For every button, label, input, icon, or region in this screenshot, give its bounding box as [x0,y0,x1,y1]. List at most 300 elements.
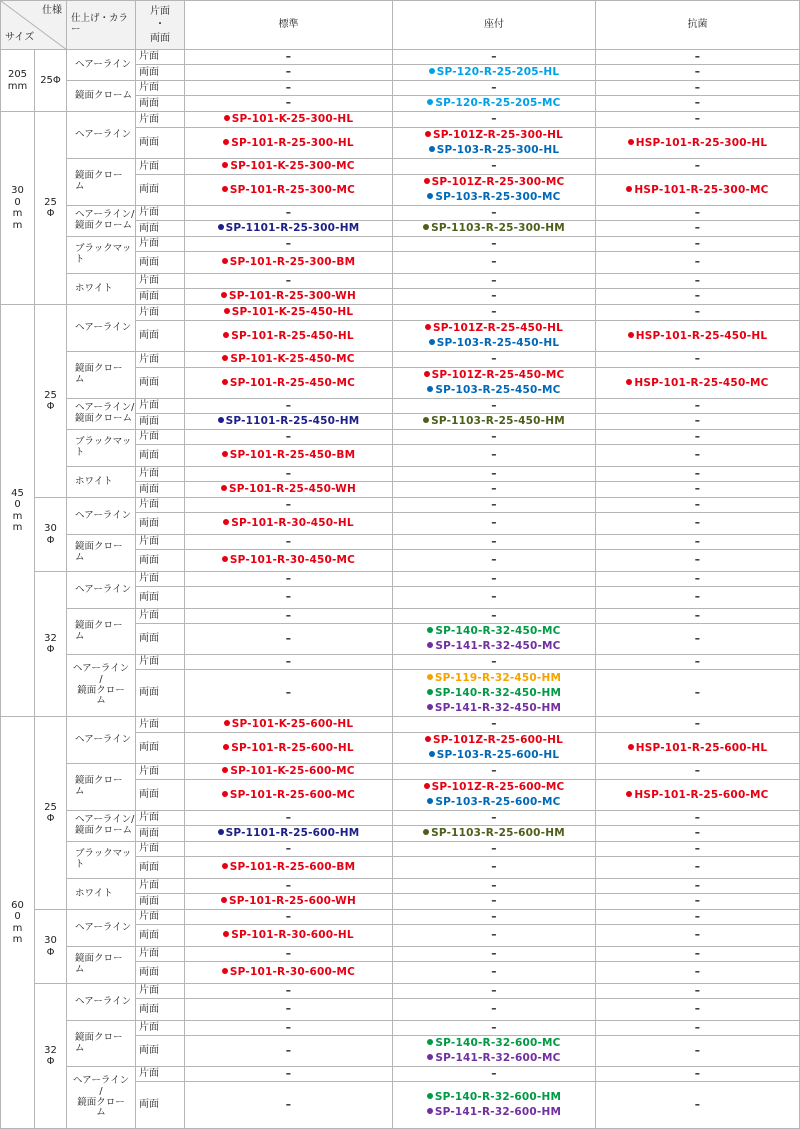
standard-cell [185,65,393,81]
table-row [1,717,800,733]
color-dot [223,519,229,525]
antibacterial-cell [596,321,800,352]
seated-cell [393,252,596,274]
seated-cell [393,811,596,826]
standard-cell [185,50,393,65]
dash-mark: – [694,895,701,908]
dash-mark: – [491,591,497,604]
model-code-text: SP-101Z-R-25-600-HL [432,734,564,746]
header-row [1,1,800,50]
standard-cell [185,305,393,321]
dash-mark: – [694,256,701,269]
dash-mark: – [694,66,701,79]
model-code-text: SP-101-R-25-450-HL [231,329,354,342]
color-dot [222,556,228,562]
finish-cell: ヘアーライン [67,984,136,1021]
antibacterial-cell [596,513,800,535]
dash-mark: – [491,879,497,892]
standard-cell [185,857,393,879]
seated-header: 座付 [393,1,596,50]
type-cell: 片面 [136,498,185,513]
dash-mark: – [491,718,497,731]
finish-cell: 鏡面クロー ム [67,159,136,206]
color-dot [427,627,433,633]
dash-mark: – [491,1003,497,1016]
color-dot [425,131,431,137]
standard-cell [185,826,393,842]
dash-mark: – [285,498,292,511]
table-row [1,430,800,445]
dash-mark: – [285,591,292,604]
color-dot [221,485,227,491]
dash-mark: – [285,1003,292,1016]
dash-mark: – [285,947,292,960]
seated-cell [393,482,596,498]
antibacterial-cell [596,910,800,925]
dash-mark: – [694,765,701,778]
model-code-text: SP-101Z-R-25-600-MC [431,781,565,793]
table-row [1,984,800,999]
model-code-text: SP-103-R-25-300-MC [435,191,561,203]
model-code [393,795,595,810]
table-row [1,305,800,321]
model-code-text: SP-101-K-25-600-HL [231,718,354,730]
type-cell: 片面 [136,572,185,587]
model-code [393,1105,595,1120]
standard-cell [185,399,393,414]
model-code-text: SP-101Z-R-25-450-HL [432,322,564,334]
type-cell: 片面 [136,655,185,670]
type-cell: 両面 [136,128,185,159]
color-dot [427,1054,433,1060]
finish-cell: 鏡面クロー ム [67,609,136,655]
seated-cell [393,587,596,609]
dash-mark: – [694,290,701,303]
standard-cell [185,925,393,947]
dash-mark: – [694,811,701,824]
type-cell: 片面 [136,237,185,252]
dash-mark: – [694,535,701,548]
dash-mark: – [694,929,701,942]
antibacterial-cell [596,947,800,962]
dash-mark: – [491,947,497,960]
color-dot [224,115,230,121]
type-cell: 片面 [136,1067,185,1082]
seated-cell [393,717,596,733]
type-cell: 両面 [136,175,185,206]
size-cell: 30 0 m m [1,112,35,305]
dash-mark: – [694,206,701,219]
dash-mark: – [694,498,701,511]
standard-cell [185,252,393,274]
antibacterial-cell [596,498,800,513]
model-code-text: SP-101-R-25-300-BM [229,256,356,268]
standard-cell [185,368,393,399]
dash-mark: – [694,572,701,585]
type-cell: 片面 [136,910,185,925]
seated-cell [393,1067,596,1082]
type-cell: 片面 [136,352,185,368]
dash-mark: – [491,449,497,462]
dash-mark: – [491,842,497,855]
standard-cell [185,1082,393,1129]
standard-cell [185,780,393,811]
antibacterial-cell [596,780,800,811]
model-code-text: SP-101-R-30-450-HL [231,517,354,529]
model-code [185,516,392,531]
dash-mark: – [694,910,701,923]
standard-cell [185,430,393,445]
model-code [185,352,392,367]
table-row [1,274,800,289]
antibacterial-cell [596,670,800,717]
dash-mark: – [491,50,497,63]
finish-cell: ヘアーライン [67,112,136,159]
antibacterial-cell [596,1036,800,1067]
model-code [185,159,392,174]
seated-cell [393,321,596,352]
antibacterial-cell [596,624,800,655]
dash-mark: – [285,97,292,110]
model-code-text: SP-101-R-25-300-HL [231,136,354,149]
model-code-text: HSP-101-R-25-300-HL [635,136,768,149]
dash-mark: – [694,306,701,319]
model-code [596,376,799,391]
table-row [1,467,800,482]
antibacterial-cell [596,414,800,430]
dash-mark: – [694,353,701,366]
diameter-cell: 30 Φ [35,910,67,984]
finish-cell: ホワイト [67,274,136,305]
dash-mark: – [694,1044,701,1057]
antibacterial-cell [596,352,800,368]
dash-mark: – [491,535,497,548]
model-code [185,112,392,127]
type-cell: 片面 [136,764,185,780]
model-code [185,928,392,943]
type-cell: 片面 [136,81,185,96]
dash-mark: – [694,591,701,604]
dash-mark: – [694,655,701,668]
model-code-text: SP-1101-R-25-450-HM [225,415,360,427]
antibacterial-cell [596,399,800,414]
model-code-text: SP-1103-R-25-600-HM [431,827,565,839]
model-code [393,96,595,111]
dash-mark: – [285,1067,292,1080]
model-code [185,894,392,909]
dash-mark: – [491,609,497,622]
dash-mark: – [285,50,292,63]
color-dot [222,767,228,773]
standard-cell [185,587,393,609]
seated-cell [393,655,596,670]
table-row [1,811,800,826]
dash-mark: – [491,554,497,567]
model-code [393,368,595,383]
type-cell: 両面 [136,96,185,112]
antibacterial-cell [596,206,800,221]
dash-mark: – [491,113,497,126]
seated-cell [393,414,596,430]
model-code-text: SP-119-R-32-450-HM [434,671,562,684]
table-row [1,879,800,894]
antibacterial-cell [596,50,800,65]
diameter-cell: 25Φ [35,50,67,112]
model-code [393,128,595,143]
seated-cell [393,925,596,947]
type-cell: 片面 [136,842,185,857]
dash-mark: – [694,879,701,892]
seated-cell [393,274,596,289]
table-row [1,572,800,587]
finish-cell: ヘアーライン [67,910,136,947]
standard-cell [185,81,393,96]
standard-cell [185,879,393,894]
table-row [1,237,800,252]
seated-cell [393,399,596,414]
model-code-text: SP-101Z-R-25-300-MC [431,176,565,188]
color-dot [218,829,224,835]
dash-mark: – [694,50,701,63]
model-code [185,788,392,803]
model-code [393,1051,595,1066]
dash-mark: – [285,274,292,287]
dash-mark: – [285,1098,292,1111]
type-cell: 両面 [136,962,185,984]
antibacterial-cell [596,96,800,112]
antibacterial-cell [596,655,800,670]
color-dot [224,720,230,726]
model-code [393,733,595,748]
dash-mark: – [694,1021,701,1034]
color-dot [224,308,230,314]
standard-cell [185,655,393,670]
dash-mark: – [491,1067,497,1080]
seated-cell [393,50,596,65]
model-code [185,764,392,779]
model-code-text: HSP-101-R-25-450-MC [634,376,769,389]
standard-cell [185,842,393,857]
type-cell: 両面 [136,445,185,467]
model-code [393,826,595,841]
type-cell: 片面 [136,112,185,128]
color-dot [427,704,433,710]
dash-mark: – [285,399,292,412]
model-code-text: SP-140-R-32-450-HM [434,686,562,699]
antibacterial-cell [596,733,800,764]
type-cell: 両面 [136,550,185,572]
dash-mark: – [491,160,497,173]
seated-cell [393,498,596,513]
standard-cell [185,717,393,733]
model-code-text: SP-101Z-R-25-300-HL [432,129,564,141]
standard-cell [185,206,393,221]
dash-mark: – [694,237,701,250]
color-dot [427,689,433,695]
antibacterial-cell [596,289,800,305]
model-code-text: SP-101-K-25-300-MC [230,160,355,172]
dash-mark: – [491,399,497,412]
table-row [1,655,800,670]
model-code-text: SP-120-R-25-205-MC [435,97,561,109]
color-dot [223,332,229,338]
model-code [393,414,595,429]
dash-mark: – [285,879,292,892]
type-cell: 両面 [136,670,185,717]
type-cell: 両面 [136,925,185,947]
model-code-text: SP-103-R-25-300-HL [436,144,560,156]
model-code-text: HSP-101-R-25-600-MC [634,788,769,801]
color-dot [429,68,435,74]
finish-cell: 鏡面クロー ム [67,947,136,984]
antibacterial-cell [596,467,800,482]
model-code-text: SP-140-R-32-600-HM [434,1091,562,1103]
type-cell: 両面 [136,733,185,764]
dash-mark: – [694,632,701,645]
dash-mark: – [491,572,497,585]
type-cell: 両面 [136,368,185,399]
model-code [393,321,595,336]
standard-cell [185,1067,393,1082]
dash-mark: – [285,430,292,443]
dash-mark: – [694,81,701,94]
color-dot [423,224,429,230]
dash-mark: – [694,430,701,443]
standard-cell [185,467,393,482]
dash-mark: – [285,1044,292,1057]
color-dot [222,355,228,361]
antibacterial-cell [596,81,800,96]
seated-cell [393,550,596,572]
dash-mark: – [491,1021,497,1034]
seated-cell [393,1036,596,1067]
model-code [185,183,392,198]
model-code [393,143,595,158]
type-cell: 片面 [136,305,185,321]
antibacterial-cell [596,587,800,609]
seated-cell [393,670,596,717]
color-dot [425,324,431,330]
table-row [1,399,800,414]
seated-cell [393,857,596,879]
color-dot [427,798,433,804]
color-dot [222,451,228,457]
color-dot [222,791,228,797]
color-dot [222,186,228,192]
standard-cell [185,764,393,780]
model-code [596,183,799,198]
dash-mark: – [694,718,701,731]
model-code-text: SP-101Z-R-25-450-MC [431,369,565,381]
antibacterial-cell [596,1082,800,1129]
model-code-text: SP-101-K-25-300-HL [231,113,354,125]
table-row [1,609,800,624]
dash-mark: – [285,609,292,622]
dash-mark: – [491,984,497,997]
antibacterial-cell [596,482,800,498]
antibacterial-cell [596,857,800,879]
antibacterial-cell [596,925,800,947]
antibacterial-cell [596,128,800,159]
finish-cell: 鏡面クロー ム [67,535,136,572]
antibacterial-cell [596,175,800,206]
standard-cell [185,999,393,1021]
color-dot [425,736,431,742]
size-cell: 60 0 m m [1,717,35,1129]
dash-mark: – [491,765,497,778]
model-code-text: SP-103-R-25-450-HL [436,337,560,349]
dash-mark: – [491,483,497,496]
antibacterial-cell [596,826,800,842]
dash-mark: – [285,632,292,645]
color-dot [429,146,435,152]
finish-header: 仕上げ・カラー [67,1,136,50]
seated-cell [393,999,596,1021]
model-code-text: SP-101-K-25-600-MC [230,765,355,777]
seated-cell [393,237,596,252]
model-code-text: SP-1101-R-25-300-HM [225,222,360,234]
dash-mark: – [491,290,497,303]
size-label: サイズ [5,31,35,43]
dash-mark: – [694,827,701,840]
color-dot [218,224,224,230]
color-dot [222,968,228,974]
dash-mark: – [491,81,497,94]
type-cell: 両面 [136,826,185,842]
model-code [596,788,799,803]
model-code [185,289,392,304]
dash-mark: – [285,467,292,480]
finish-cell: ヘアーライン [67,498,136,535]
type-cell: 片面 [136,535,185,550]
model-code [393,624,595,639]
diameter-cell: 25 Φ [35,717,67,910]
color-dot [427,193,433,199]
antibacterial-cell [596,999,800,1021]
type-cell: 両面 [136,857,185,879]
color-dot [429,339,435,345]
standard-cell [185,159,393,175]
seated-cell [393,962,596,984]
diameter-cell: 25 Φ [35,112,67,305]
finish-cell: ブラックマット [67,237,136,274]
seated-cell [393,894,596,910]
antibacterial-cell [596,1067,800,1082]
model-code-text: SP-141-R-32-450-HM [434,701,562,714]
antibacterial-cell [596,535,800,550]
dash-mark: – [285,984,292,997]
type-cell: 両面 [136,624,185,655]
antibacterial-cell [596,572,800,587]
dash-mark: – [285,1021,292,1034]
type-cell: 両面 [136,894,185,910]
type-cell: 両面 [136,252,185,274]
type-cell: 両面 [136,513,185,535]
seated-cell [393,221,596,237]
dash-mark: – [694,517,701,530]
type-cell: 両面 [136,780,185,811]
model-code [185,376,392,391]
seated-cell [393,910,596,925]
model-code-text: SP-103-R-25-450-MC [435,384,561,396]
standard-cell [185,289,393,305]
dash-mark: – [491,256,497,269]
color-dot [427,642,433,648]
color-dot [427,386,433,392]
color-dot [424,371,430,377]
dash-mark: – [285,535,292,548]
standard-cell [185,112,393,128]
